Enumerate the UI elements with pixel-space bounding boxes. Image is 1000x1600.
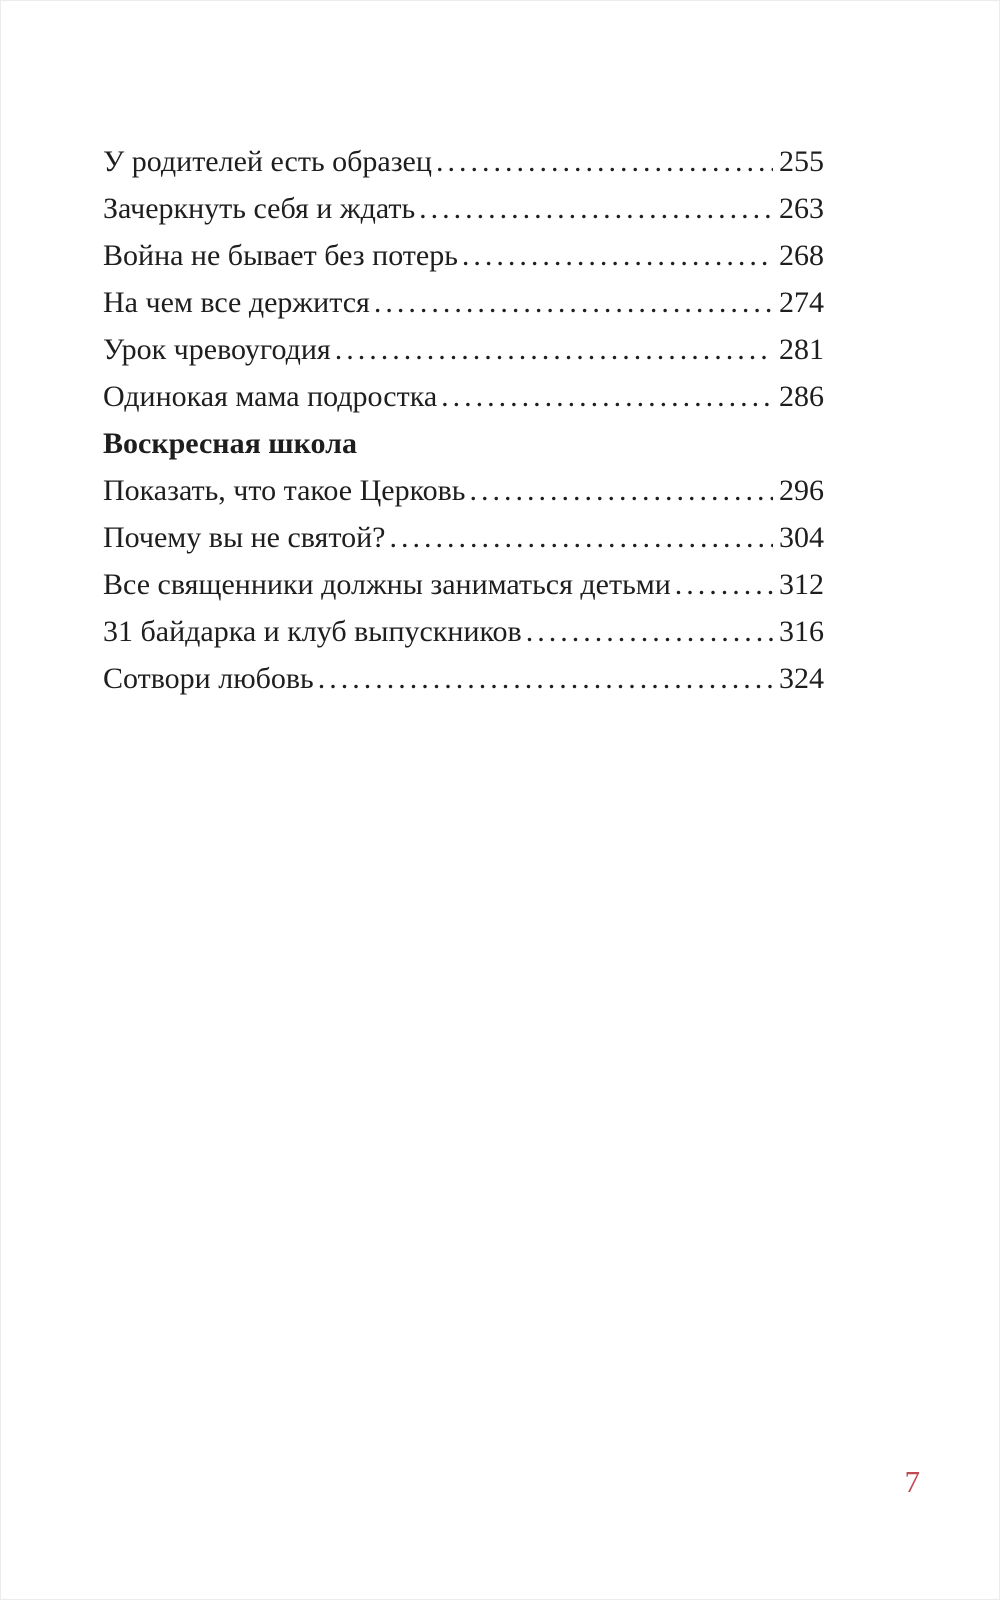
- toc-entry-title: 31 байдарка и клуб выпускников: [103, 615, 522, 648]
- table-of-contents: [103, 138, 824, 702]
- toc-entry-title: Урок чревоугодия: [103, 333, 331, 366]
- dot-leader: [675, 561, 773, 608]
- dot-leader: [462, 232, 773, 279]
- toc-entry: [103, 655, 824, 702]
- toc-entry-page: 304: [779, 521, 824, 554]
- toc-entry-title: Все священники должны заниматься детьми: [103, 568, 671, 601]
- toc-entry-page: 286: [779, 380, 824, 413]
- toc-entry-title: Зачеркнуть себя и ждать: [103, 192, 416, 225]
- toc-entry-page: 281: [779, 333, 824, 366]
- toc-entry: [103, 326, 824, 373]
- dot-leader: [335, 326, 773, 373]
- toc-entry-title: Почему вы не святой?: [103, 521, 386, 554]
- dot-leader: [318, 655, 773, 702]
- toc-section-heading: [103, 420, 824, 467]
- toc-entry-page: 324: [779, 662, 824, 695]
- dot-leader: [419, 185, 773, 232]
- toc-entry-page: 312: [779, 568, 824, 601]
- page-number: 7: [904, 1464, 920, 1499]
- toc-entry-page: 296: [779, 474, 824, 507]
- toc-entry-title: У родителей есть образец: [103, 145, 432, 178]
- dot-leader: [470, 467, 774, 514]
- toc-entry-page: 255: [779, 145, 824, 178]
- dot-leader: [526, 608, 773, 655]
- toc-entry: [103, 373, 824, 420]
- toc-entry-page: 316: [779, 615, 824, 648]
- dot-leader: [389, 514, 773, 561]
- toc-entry: [103, 185, 824, 232]
- toc-entry-title: Сотвори любовь: [103, 662, 314, 695]
- toc-entry-title: Воскресная школа: [103, 427, 357, 460]
- toc-entry: [103, 608, 824, 655]
- toc-entry-title: Показать, что такое Церковь: [103, 474, 466, 507]
- toc-entry-title: Война не бывает без потерь: [103, 239, 458, 272]
- toc-entry-page: 263: [779, 192, 824, 225]
- toc-entry-page: 268: [779, 239, 824, 272]
- toc-entry: [103, 232, 824, 279]
- toc-entry: [103, 279, 824, 326]
- toc-entry-title: Одинокая мама подростка: [103, 380, 438, 413]
- toc-entry: [103, 138, 824, 185]
- toc-entry: [103, 561, 824, 608]
- toc-entry-title: На чем все держится: [103, 286, 370, 319]
- toc-entry-page: 274: [779, 286, 824, 319]
- toc-entry: [103, 514, 824, 561]
- dot-leader: [374, 279, 773, 326]
- toc-entry: [103, 467, 824, 514]
- dot-leader: [441, 373, 773, 420]
- dot-leader: [436, 138, 773, 185]
